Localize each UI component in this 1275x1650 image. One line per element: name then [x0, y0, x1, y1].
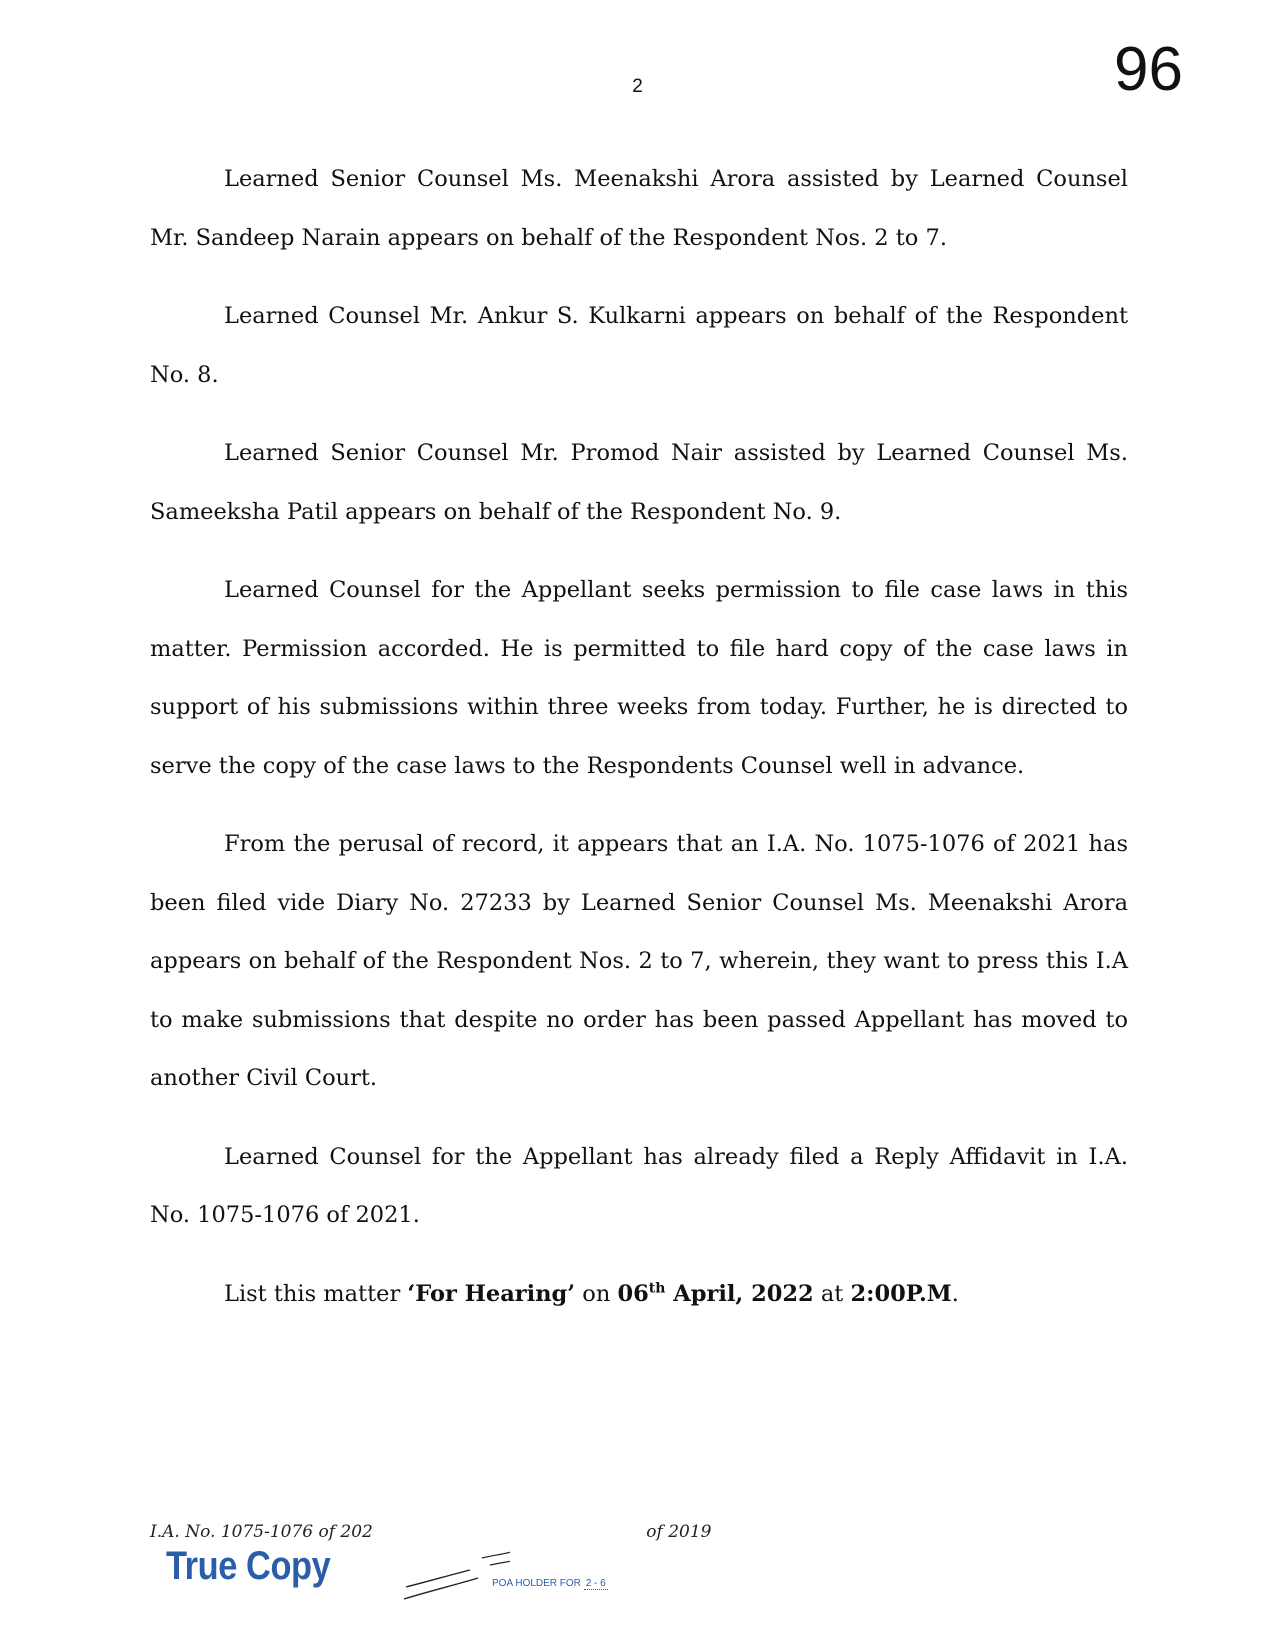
page-stamp-number: 96 — [1114, 35, 1183, 104]
true-copy-stamp: True Copy — [166, 1544, 331, 1588]
order-at: at — [813, 1280, 851, 1307]
signature-image — [400, 1545, 510, 1600]
paragraph-ia-record: From the perusal of record, it appears that an I.A. No. 1075-1076 of 2021 has been filed vide Diary No. 27233 by Learned Senior Counsel Ms. Meenakshi Arora appears on behalf of the Respondent Nos. 2 to 7, wherein, they want to press this I.A to make submissions that despite no order has been passed Appellant has moved to another Civil Court. — [150, 831, 1128, 1091]
page-number: 2 — [632, 76, 643, 97]
order-date-rest: April, 2022 — [665, 1280, 814, 1307]
order-day: 06 — [617, 1280, 649, 1307]
order-day-suffix: th — [648, 1280, 666, 1296]
paragraph-respondent-8: Learned Counsel Mr. Ankur S. Kulkarni appears on behalf of the Respondent No. 8. — [150, 303, 1128, 388]
order-prefix: List this matter — [224, 1280, 408, 1307]
listing-order — [150, 1265, 1128, 1324]
order-body — [150, 150, 1128, 1343]
order-end: . — [951, 1280, 959, 1307]
order-on: on — [575, 1280, 618, 1307]
paragraph-respondents-2-7: Learned Senior Counsel Ms. Meenakshi Arora assisted by Learned Counsel Mr. Sandeep Narain appears on behalf of the Respondent Nos. 2 to 7. — [150, 166, 1128, 251]
order-for-hearing: ‘For Hearing’ — [407, 1280, 576, 1307]
order-date — [617, 1281, 813, 1307]
paragraph-reply-affidavit: Learned Counsel for the Appellant has already filed a Reply Affidavit in I.A. No. 1075-1076 of 2021. — [150, 1143, 1128, 1228]
stamp-overlay — [402, 1505, 614, 1539]
poa-label: POA HOLDER FOR — [492, 1578, 581, 1589]
poa-holder-stamp — [492, 1578, 608, 1589]
order-time: 2:00P.M — [850, 1280, 952, 1307]
poa-value: 2 - 6 — [585, 1578, 606, 1589]
paragraph-respondent-9: Learned Senior Counsel Mr. Promod Nair assisted by Learned Counsel Ms. Sameeksha Patil appears on behalf of the Respondent No. 9. — [150, 440, 1128, 525]
footer-caption-start: I.A. No. 1075-1076 of 202 — [150, 1522, 373, 1542]
footer-caption-tail: of 2019 — [640, 1522, 712, 1542]
paragraph-case-laws: Learned Counsel for the Appellant seeks permission to file case laws in this matter. Permission accorded. He is permitted to file hard copy of the case laws in support of his submissions within three weeks from today. Further, he is directed to serve the copy of the case laws to the Respondents Counsel well in advance. — [150, 577, 1128, 779]
